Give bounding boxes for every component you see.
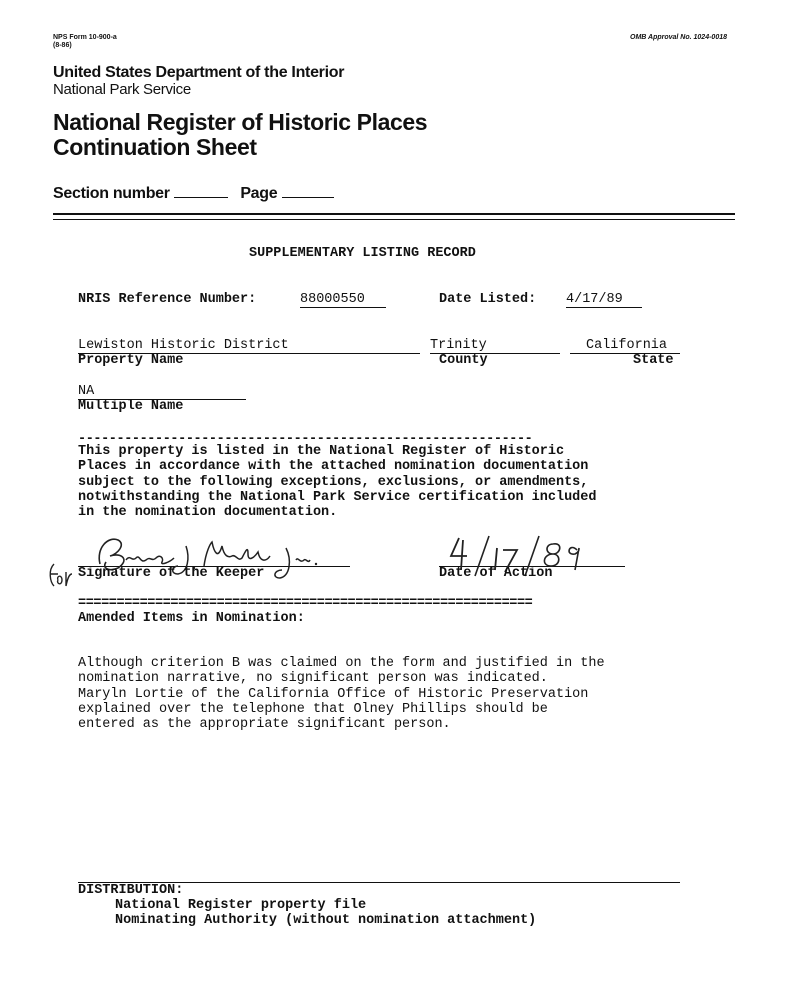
dashed-separator: -----------------------------------------------------------	[78, 432, 533, 447]
multiple-name-value	[78, 384, 246, 400]
property-name-value	[78, 338, 420, 354]
section-number-field[interactable]	[174, 195, 228, 198]
section-number-label: Section number	[53, 185, 170, 202]
nris-value	[300, 292, 386, 308]
page-subtitle: Continuation Sheet	[53, 134, 257, 160]
page-number-field[interactable]	[282, 195, 334, 198]
page-title: National Register of Historic Places	[53, 109, 428, 135]
distribution-item: National Register property file	[115, 898, 367, 913]
header-rule-thick	[53, 213, 735, 215]
header-rule-thin	[53, 219, 735, 220]
date-listed-value	[566, 292, 642, 308]
amended-text	[78, 656, 605, 732]
statement-line: This property is listed in the National Register of Historic	[78, 444, 565, 459]
distribution-item: Nominating Authority (without nomination attachment)	[115, 913, 537, 928]
county-text: Trinity	[430, 338, 560, 354]
amended-line: Maryln Lortie of the California Office of Historic Preservation	[78, 686, 589, 702]
service-name: National Park Service	[53, 81, 191, 98]
initials-handwritten	[44, 556, 74, 596]
date-listed-label: Date Listed:	[439, 292, 537, 307]
multiple-name-text: NA	[78, 384, 246, 400]
listing-statement	[78, 444, 596, 520]
signature-label: Signature of the Keeper	[78, 566, 265, 581]
multiple-name-label: Multiple Name	[78, 399, 184, 414]
statement-line: Places in accordance with the attached nomination documentation	[78, 459, 589, 475]
state-value: California	[586, 338, 668, 353]
state-label: State	[633, 353, 674, 368]
form-number-text: NPS Form 10-900-a	[53, 34, 117, 41]
nris-value-text: 88000550	[300, 292, 386, 308]
form-number	[53, 34, 117, 50]
record-heading: SUPPLEMENTARY LISTING RECORD	[249, 246, 476, 261]
nris-label: NRIS Reference Number:	[78, 292, 257, 307]
county-label: County	[439, 353, 488, 368]
amended-line: explained over the telephone that Olney Phillips should be	[78, 701, 548, 717]
amended-line: nomination narrative, no significant person was indicated.	[78, 671, 548, 687]
distribution-heading: DISTRIBUTION:	[78, 883, 184, 898]
section-page-line	[53, 185, 334, 203]
date-listed-value-text: 4/17/89	[566, 292, 642, 308]
agency-name: United States Department of the Interior	[53, 64, 345, 81]
form-date: (8-86)	[53, 42, 72, 49]
property-name-label: Property Name	[78, 353, 184, 368]
property-name-text: Lewiston Historic District	[78, 338, 420, 354]
double-separator: ===========================================================	[78, 596, 533, 611]
date-of-action-label: Date of Action	[439, 566, 553, 581]
amended-line: Although criterion B was claimed on the form and justified in the	[78, 656, 605, 671]
statement-line: subject to the following exceptions, exclusions, or amendments,	[78, 474, 589, 490]
statement-line: in the nomination documentation.	[78, 505, 338, 521]
statement-line: notwithstanding the National Park Service certification included	[78, 489, 597, 505]
page-label: Page	[240, 185, 278, 202]
omb-approval: OMB Approval No. 1024-0018	[630, 34, 727, 41]
amended-line: entered as the appropriate significant person.	[78, 717, 451, 733]
amended-heading: Amended Items in Nomination:	[78, 611, 305, 626]
county-value	[430, 338, 560, 354]
